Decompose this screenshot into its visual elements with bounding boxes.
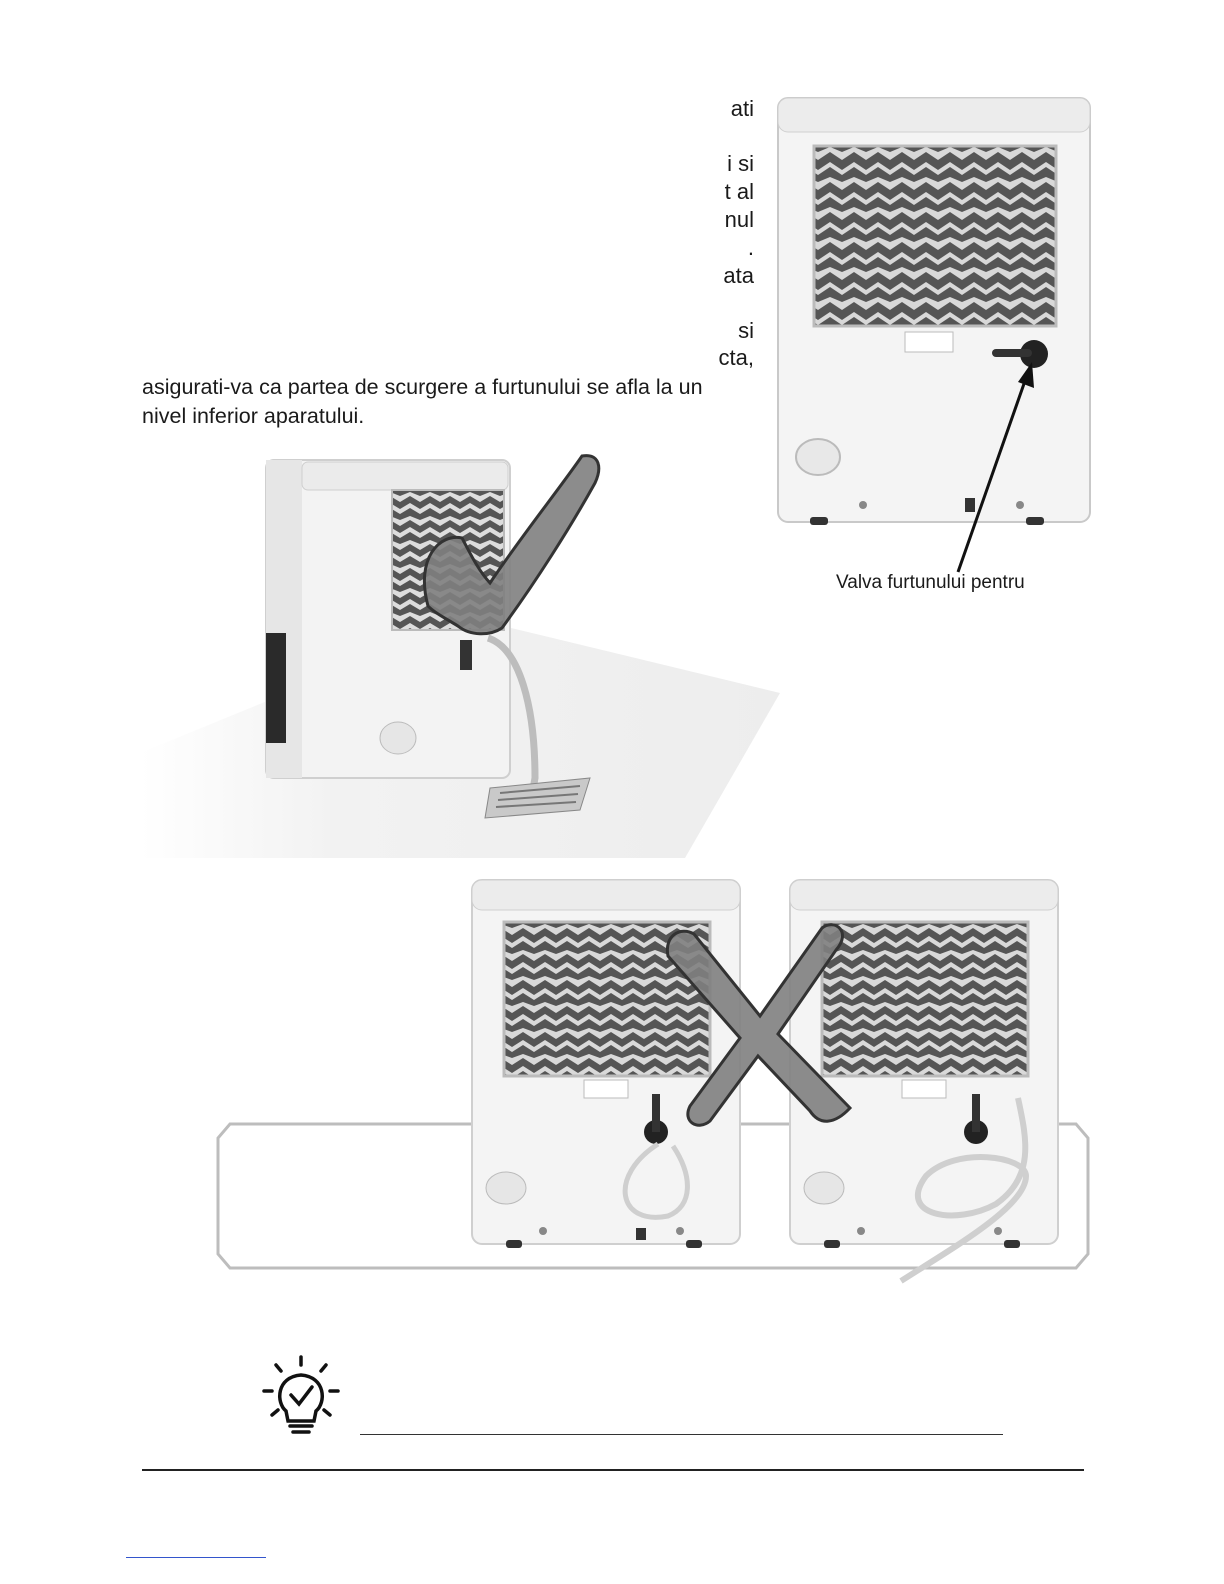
paragraph-line: nivel inferior aparatului. [142, 404, 365, 428]
text-fragment: cta, [718, 345, 754, 370]
footer-link-underline [126, 1557, 266, 1558]
text-fragment: ata [723, 263, 754, 288]
footer-divider [142, 1469, 1084, 1471]
paragraph-line: asigurati-va ca partea de scurgere a furtunului se afla la un [142, 375, 703, 399]
text-fragment: ati [730, 96, 754, 121]
text-fragment: . [747, 235, 754, 260]
text-fragment: i si [727, 151, 754, 176]
text-fragment: nul [724, 207, 754, 232]
correct-drainage-figure [140, 448, 785, 858]
cross-icon [660, 916, 860, 1146]
text-fragment: t al [724, 179, 754, 204]
lightbulb-check-icon [262, 1355, 340, 1439]
tip-underline [360, 1434, 1003, 1435]
dehumidifier-back-figure [770, 92, 1100, 532]
valve-caption: Valva furtunului pentru [836, 572, 1025, 593]
text-fragment: si [738, 318, 754, 343]
valve-pointer-arrow [940, 360, 1050, 580]
